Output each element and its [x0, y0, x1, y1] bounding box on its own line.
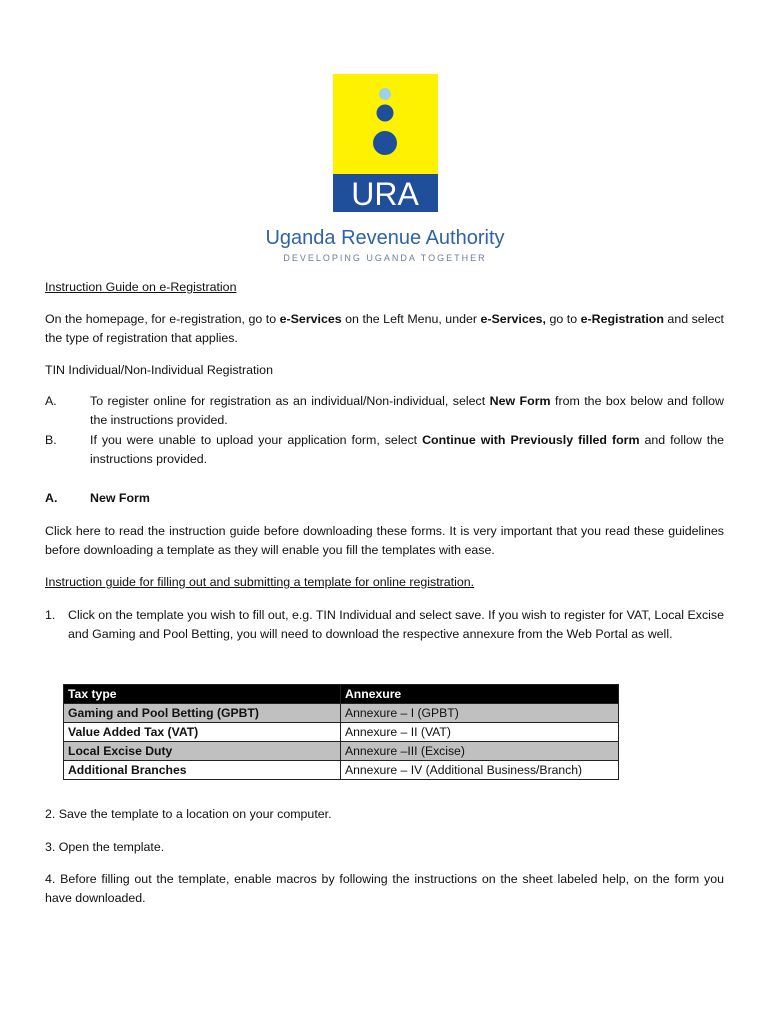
- logo-letters: URA: [351, 176, 419, 212]
- instruction-guide-heading: Instruction guide for filling out and submitting a template for online registration.: [45, 575, 475, 589]
- ura-logo-icon: [250, 74, 520, 266]
- ura-logo-area: [0, 0, 768, 280]
- item-4: 4. Before filling out the template, enable macros by following the instructions on the sheet labeled help, on the form you have downloaded.: [45, 872, 724, 905]
- intro-paragraph: On the homepage, for e-registration, go to e-Services on the Left Menu, under e-Services, go to e-Registration and select the type of registration that applies.: [45, 312, 724, 345]
- header-tax-type: Tax type: [64, 685, 341, 704]
- table-row: Local Excise Duty Annexure –III (Excise): [64, 742, 619, 761]
- item-2: 2. Save the template to a location on your computer.: [45, 807, 332, 821]
- org-name: Uganda Revenue Authority: [265, 227, 505, 249]
- step-b-text: If you were unable to upload your application form, select Continue with Previously filled form and follow the instructions provided.: [90, 433, 724, 466]
- item-1-text: Click on the template you wish to fill out, e.g. TIN Individual and select save. If you wish to register for VAT, Local Excise and Gaming and Pool Betting, you will need to download the respective annexure from the Web Portal as well.: [68, 608, 724, 641]
- logo-dot-small: [379, 88, 391, 100]
- annexure-table: [63, 684, 619, 780]
- step-a-text: To register online for registration as an individual/Non-individual, select New Form from the box below and follow the instructions provided.: [90, 394, 724, 427]
- step-a-label: A.: [45, 394, 57, 408]
- tin-subheading: TIN Individual/Non-Individual Registration: [45, 363, 273, 377]
- logo-dot-medium: [377, 105, 394, 122]
- table-row: Gaming and Pool Betting (GPBT) Annexure – I (GPBT): [64, 704, 619, 723]
- header-annexure: Annexure: [341, 685, 619, 704]
- table-row: Value Added Tax (VAT) Annexure – II (VAT): [64, 723, 619, 742]
- step-b-label: B.: [45, 433, 57, 447]
- guide-heading: Instruction Guide on e-Registration: [45, 280, 237, 294]
- item-3: 3. Open the template.: [45, 840, 165, 854]
- click-here-paragraph[interactable]: Click here to read the instruction guide before downloading these forms. It is very important that you read these guidelines before downloading a template as they will enable you fill the templates with ease.: [45, 524, 724, 557]
- tagline: DEVELOPING UGANDA TOGETHER: [283, 253, 487, 263]
- table-header-row: [64, 685, 619, 704]
- table-row: Additional Branches Annexure – IV (Additional Business/Branch): [64, 761, 619, 780]
- logo-dot-large: [373, 131, 397, 155]
